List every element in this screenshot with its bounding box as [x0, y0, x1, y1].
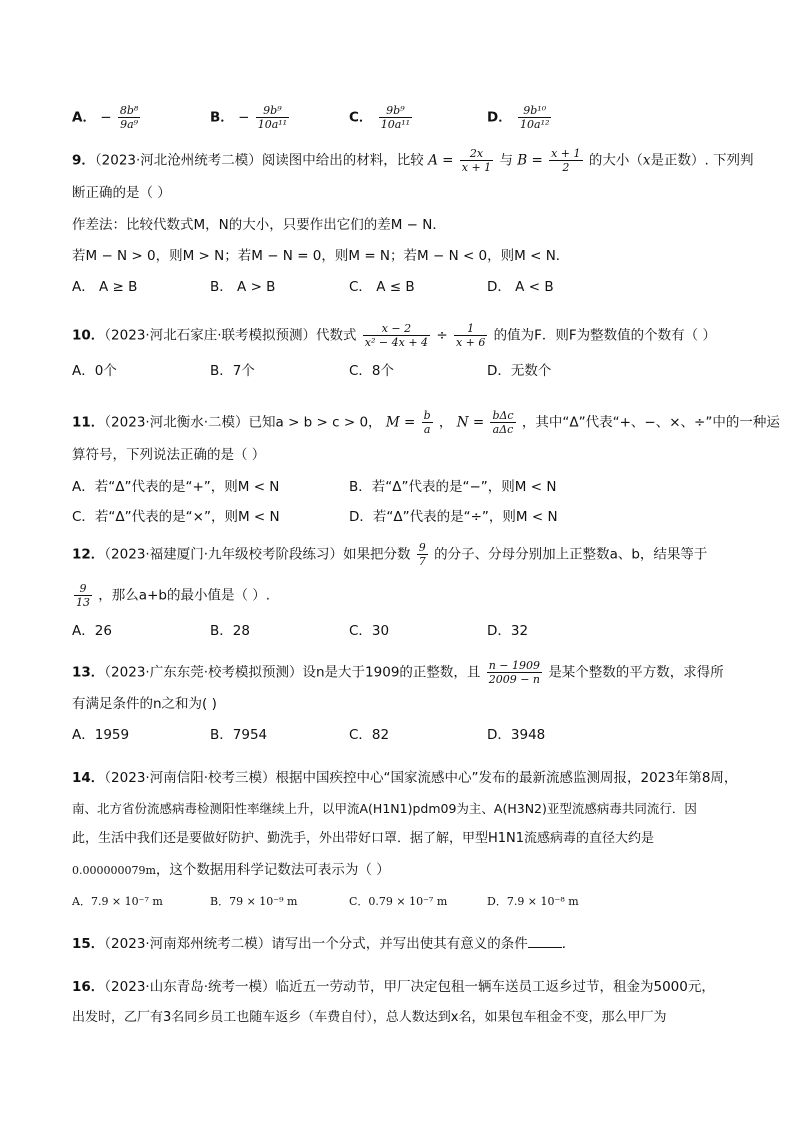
q13-stem-line1: 13．（2023·广东东莞·校考模拟预测）设n是大于1909的正整数，且 $\frac{n - 1909}{2009 - n}$ 是某个整数的平方数，求得所	[72, 659, 724, 686]
q12-option-a[interactable]: A．26	[72, 623, 112, 639]
q9-option-c[interactable]: C． A ≤ B	[349, 279, 415, 295]
q14-stem-line1: 14．（2023·河南信阳·校考三模）根据中国疾控中心“国家流感中心”发布的最新流感监测周报，2023年第8周，	[72, 770, 738, 786]
q9-option-b[interactable]: B． A > B	[210, 279, 276, 295]
fraction: $\frac{n - 1909}{2009 - n}$	[488, 659, 541, 686]
q8-option-d[interactable]: D． $\frac{\text{9b¹⁰}}{\text{10a¹²}}$	[487, 104, 550, 131]
q14-option-d[interactable]: D．7.9 × 10⁻⁸ m	[487, 895, 579, 908]
q10-stem: 10．（2023·河北石家庄·联考模拟预测）代数式 $\frac{x - 2}{\text{x² − 4x + 4}}$ ÷ $\frac{1}{x + 6}$ 的值为F．则F为整数值的个数有（ ）	[72, 322, 716, 349]
q10-option-b[interactable]: B．7个	[210, 363, 255, 379]
q8-option-a[interactable]: A． − $\frac{\text{8b⁸}}{\text{9a⁹}}$	[72, 104, 139, 131]
fraction-a: $\frac{2x}{x + 1}$	[461, 147, 492, 174]
fraction: $\frac{\text{9b¹⁰}}{\text{10a¹²}}$	[520, 104, 550, 131]
q9-stem-line2: 断正确的是（ ）	[72, 185, 171, 201]
q14-option-b[interactable]: B．79 × 10⁻⁹ m	[210, 895, 298, 908]
q12-option-c[interactable]: C．30	[349, 623, 390, 639]
q9-option-d[interactable]: D． A < B	[487, 279, 554, 295]
q11-option-a[interactable]: A．若“Δ”代表的是“+”，则M < N	[72, 479, 280, 495]
q12-option-b[interactable]: B．28	[210, 623, 250, 639]
q10-option-d[interactable]: D．无数个	[487, 363, 552, 379]
q13-option-a[interactable]: A．1959	[72, 727, 130, 743]
q12-stem-line1: 12．（2023·福建厦门·九年级校考阶段练习）如果把分数 $\frac{9}{7}$ 的分子、分母分别加上正整数a、b，结果等于	[72, 541, 708, 568]
virus-diameter-value: 0.000000079m	[72, 864, 156, 877]
q8-option-b[interactable]: B． − $\frac{\text{9b⁹}}{\text{10a¹¹}}$	[210, 104, 288, 131]
q9-stem-line1: 9．（2023·河北沧州统考二模）阅读图中给出的材料，比较 A = $\frac{2x}{x + 1}$ 与 B = $\frac{x + 1}{2}$ 的大小（x是正数）. 下列判	[72, 147, 754, 174]
fraction-9-7: $\frac{9}{7}$	[418, 541, 426, 568]
q10-option-c[interactable]: C．8个	[349, 363, 395, 379]
q13-option-b[interactable]: B．7954	[210, 727, 268, 743]
q8-option-c[interactable]: C． $\frac{\text{9b⁹}}{\text{10a¹¹}}$	[349, 104, 411, 131]
fraction: $\frac{\text{8b⁸}}{\text{9a⁹}}$	[119, 104, 139, 131]
q9-option-a[interactable]: A． A ≥ B	[72, 279, 138, 295]
q13-stem-line2: 有满足条件的n之和为( )	[72, 696, 217, 712]
fraction: $\frac{\text{9b⁹}}{\text{10a¹¹}}$	[257, 104, 288, 131]
q14-stem-line2: 南、北方省份流感病毒检测阳性率继续上升，以甲流A(H1N1)pdm09为主、A(H3N2)亚型流感病毒共同流行．因	[72, 801, 697, 816]
q12-stem-line2: $\frac{9}{13}$ ，那么a+b的最小值是（ ）.	[76, 582, 271, 609]
q16-stem-line1: 16．（2023·山东青岛·统考一模）临近五一劳动节，甲厂决定包租一辆车送员工返乡过节，租金为5000元，	[72, 979, 715, 995]
fraction: $\frac{\text{9b⁹}}{\text{10a¹¹}}$	[380, 104, 411, 131]
q14-stem-line3: 此，生活中我们还是要做好防护、勤洗手，外出带好口罩．据了解，甲型H1N1流感病毒的直径大约是	[72, 831, 655, 846]
answer-blank[interactable]	[528, 935, 562, 948]
q9-material-line1: 作差法：比较代数式M，N的大小，只要作出它们的差M − N．	[72, 217, 446, 233]
q11-option-d[interactable]: D．若“Δ”代表的是“÷”，则M < N	[349, 509, 558, 525]
q13-option-d[interactable]: D．3948	[487, 727, 546, 743]
fraction-n: $\frac{\text{bΔc}}{\text{aΔc}}$	[492, 409, 514, 436]
q11-option-b[interactable]: B．若“Δ”代表的是“−”，则M < N	[349, 479, 557, 495]
fraction-m: $\frac{b}{a}$	[423, 409, 431, 436]
q10-option-a[interactable]: A．0个	[72, 363, 117, 379]
fraction-1: $\frac{x - 2}{\text{x² − 4x + 4}}$	[364, 322, 429, 349]
fraction-9-13: $\frac{9}{13}$	[76, 582, 90, 609]
q12-option-d[interactable]: D．32	[487, 623, 529, 639]
q15-stem: 15．（2023·河南郑州统考二模）请写出一个分式，并写出使其有意义的条件 ．	[72, 936, 576, 952]
q11-stem-line2: 算符号，下列说法正确的是（ ）	[72, 447, 266, 463]
q11-stem-line1: 11．（2023·河北衡水·二模）已知a > b > c > 0， M = $\frac{b}{a}$ ， N = $\frac{\text{bΔc}}{\text{aΔc}}$ ，其中“Δ”代表“+、−、×、÷”中的一种运	[72, 409, 780, 436]
q13-option-c[interactable]: C．82	[349, 727, 390, 743]
fraction-b: $\frac{x + 1}{2}$	[551, 147, 581, 174]
q16-stem-line2: 出发时，乙厂有3名同乡员工也随车返乡（车费自付），总人数达到x名，如果包车租金不变，那么甲厂为	[72, 1010, 667, 1025]
q9-material-line2: 若M − N > 0，则M > N；若M − N = 0，则M = N；若M − N < 0，则M < N．	[72, 248, 570, 264]
q11-option-c[interactable]: C．若“Δ”代表的是“×”，则M < N	[72, 509, 280, 525]
q14-option-a[interactable]: A．7.9 × 10⁻⁷ m	[72, 895, 163, 908]
q14-stem-line4: 0.000000079m，这个数据用科学记数法可表示为（ ）	[72, 862, 390, 878]
q14-option-c[interactable]: C．0.79 × 10⁻⁷ m	[349, 895, 448, 908]
fraction-2: $\frac{1}{x + 6}$	[455, 322, 486, 349]
